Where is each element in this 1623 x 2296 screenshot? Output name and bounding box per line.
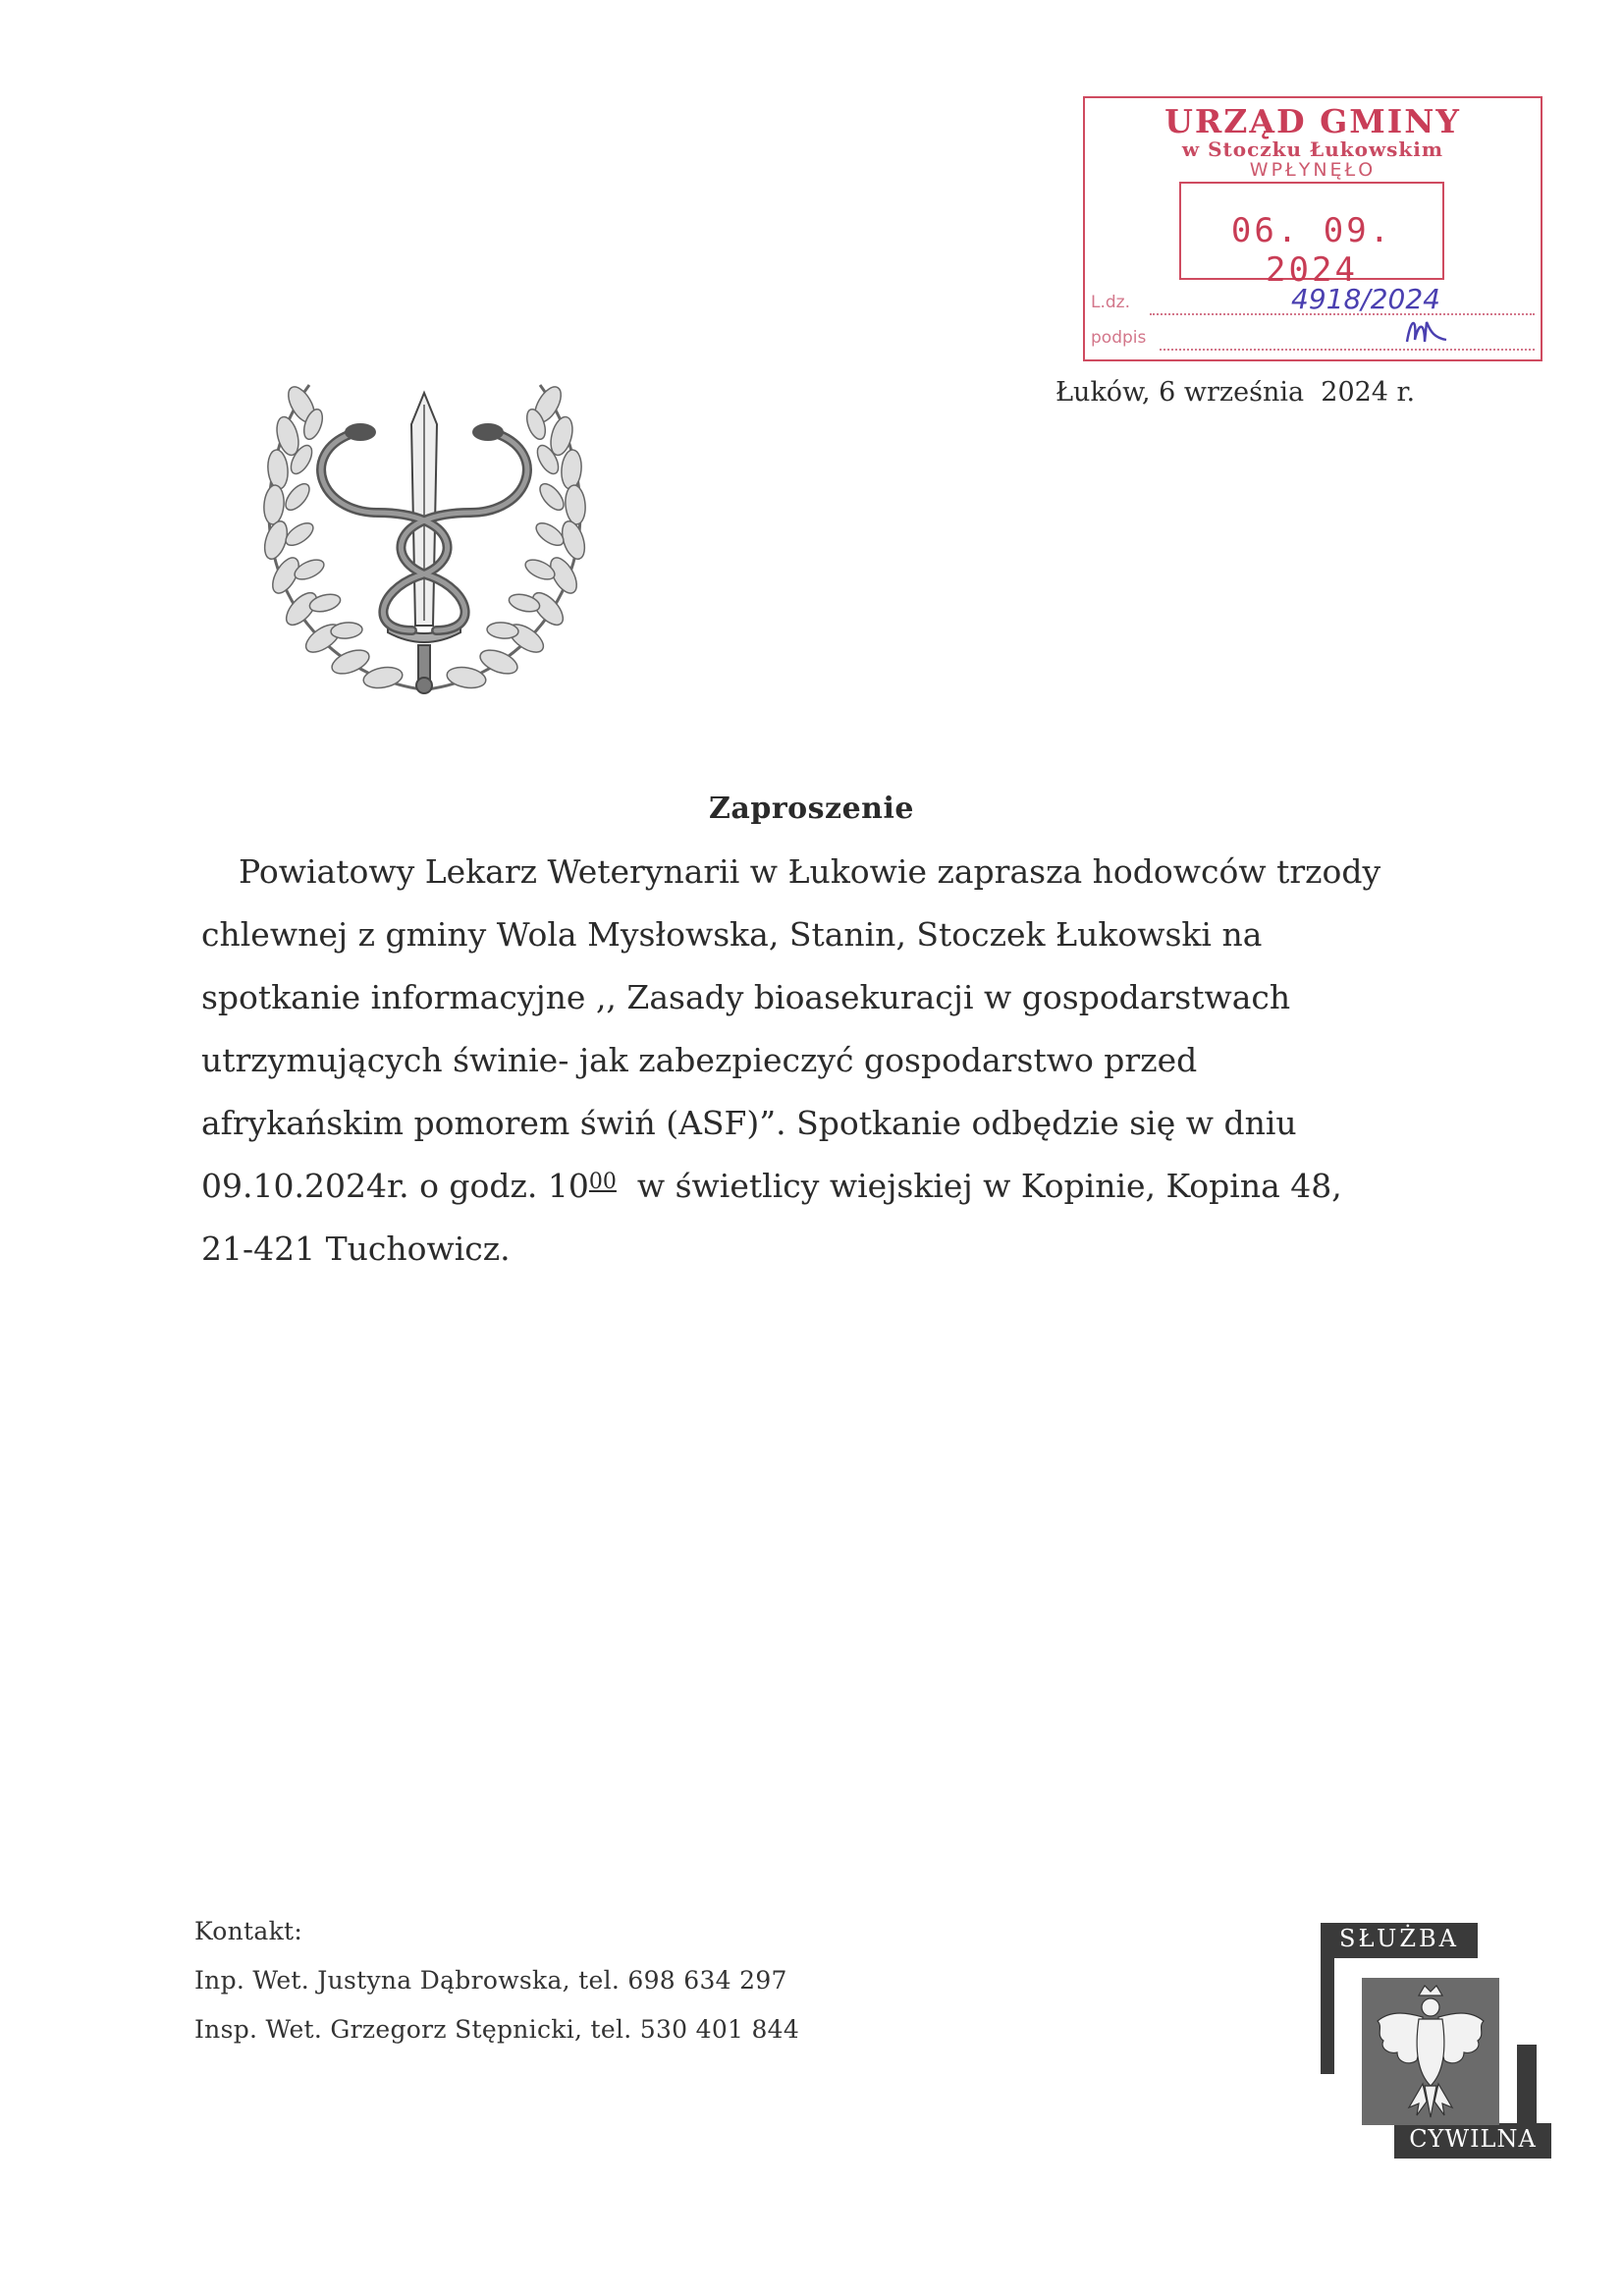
body-line-6 — [201, 1167, 1342, 1205]
contact-label: Kontakt: — [194, 1917, 303, 1945]
stamp-ref-handwritten: 4918/2024 — [1291, 283, 1440, 315]
civil-service-top-word: SŁUŻBA — [1339, 1925, 1459, 1952]
stamp-received-label: WPŁYNĘŁO — [1249, 159, 1377, 181]
stamp-organization: URZĄD GMINY — [1164, 102, 1461, 140]
document-title: Zaproszenie — [709, 792, 914, 826]
civil-service-logo — [1321, 1923, 1551, 2159]
contact-person-1: Inp. Wet. Justyna Dąbrowska, tel. 698 634 297 — [194, 1966, 787, 1995]
meeting-time-minutes: 00 — [588, 1170, 617, 1194]
veterinary-emblem-icon — [241, 365, 609, 704]
body-line-4: utrzymujących świnie- jak zabezpieczyć gospodarstwo przed — [201, 1041, 1198, 1079]
white-eagle-icon — [1362, 1978, 1499, 2125]
meeting-venue: w świetlicy wiejskiej w Kopinie, Kopina 48, — [616, 1167, 1342, 1205]
stamp-town: w Stoczku Łukowskim — [1181, 137, 1444, 161]
body-line-3: spotkanie informacyjne ,, Zasady bioasekuracji w gospodarstwach — [201, 978, 1291, 1016]
stamp-ref-label: L.dz. — [1091, 293, 1130, 312]
civil-service-bottom-word: CYWILNA — [1409, 2125, 1537, 2153]
receipt-stamp — [1083, 96, 1542, 361]
contact-person-2: Insp. Wet. Grzegorz Stępnicki, tel. 530 401 844 — [194, 2015, 800, 2044]
stamp-date-box — [1179, 182, 1444, 290]
stamp-signature-label: podpis — [1091, 328, 1147, 348]
body-line-2: chlewnej z gminy Wola Mysłowska, Stanin, Stoczek Łukowski na — [201, 915, 1263, 954]
place-date: Łuków, 6 września 2024 r. — [1055, 377, 1416, 408]
meeting-date: 09.10.2024r. o godz. 10 — [201, 1167, 589, 1205]
handwritten-signature — [1401, 312, 1460, 352]
body-line-1: Powiatowy Lekarz Weterynarii w Łukowie zaprasza hodowców trzody — [239, 852, 1381, 891]
body-line-5: afrykańskim pomorem świń (ASF)”. Spotkanie odbędzie się w dniu — [201, 1104, 1297, 1142]
body-line-7: 21-421 Tuchowicz. — [201, 1230, 511, 1268]
stamp-signature-row — [1091, 328, 1535, 354]
stamp-date: 06. 09. 2024 — [1230, 211, 1393, 290]
